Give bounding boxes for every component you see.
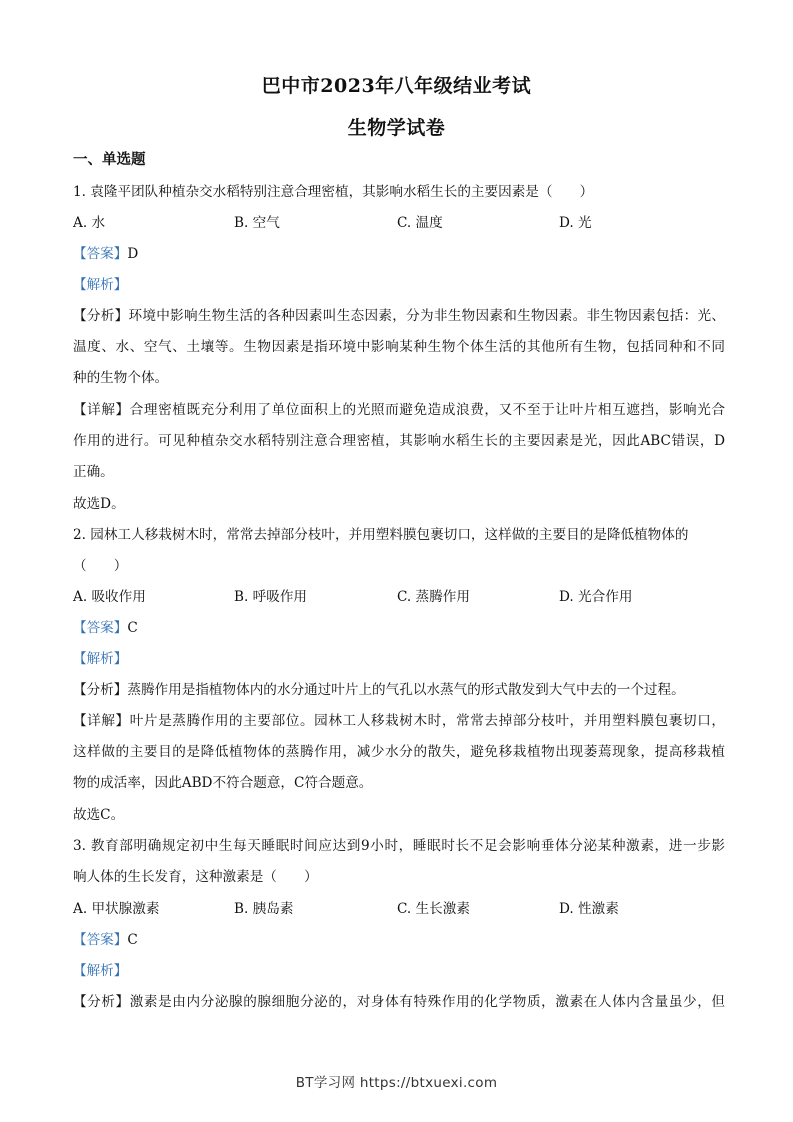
q1-xiangjie-line: 作用的进行。可见种植杂交水稻特别注意合理密植，其影响水稻生长的主要因素是光，因此ABC错误，D	[73, 433, 725, 449]
fenxi-tag: 【分析】	[73, 308, 129, 324]
q1-answer	[73, 244, 725, 264]
q2-conclusion: 故选C。	[73, 807, 125, 823]
q3-answer	[73, 930, 725, 950]
q2-analysis	[73, 649, 725, 669]
q2-xiangjie-line: 物的成活率，因此ABD不符合题意，C符合题意。	[73, 775, 373, 791]
q3-stem: 3. 教育部明确规定初中生每天睡眠时间应达到9小时，睡眠时长不足会影响垂体分泌某种激素，进一步影	[73, 838, 725, 854]
q1-fenxi-line	[73, 306, 725, 326]
q1-option-c: C. 温度	[397, 215, 443, 231]
q3-stem: 响人体的生长发育，这种激素是（ ）	[73, 869, 318, 885]
q1-option-d: D. 光	[559, 215, 592, 231]
q1-fenxi-line: 温度、水、空气、土壤等。生物因素是指环境中影响某种生物个体生活的其他所有生物，包括同种和不同	[73, 339, 725, 355]
q3-analysis	[73, 961, 725, 981]
q1-answer-value: D	[127, 246, 139, 262]
q1-option-a: A. 水	[73, 215, 106, 231]
q2-xiangjie-text: 叶片是蒸腾作用的主要部位。园林工人移栽树木时，常常去掉部分枝叶，并用塑料膜包裹切口，	[129, 713, 725, 729]
q2-stem: （ ）	[73, 558, 128, 574]
q3-answer-value: C	[127, 932, 138, 948]
q3-fenxi-line	[73, 992, 725, 1012]
q2-option-b: B. 呼吸作用	[234, 589, 308, 605]
q1-xiangjie-text: 合理密植既充分利用了单位面积上的光照而避免造成浪费，又不至于让叶片相互遮挡，影响光合	[129, 402, 725, 418]
q2-xiangjie-line: 这样做的主要目的是降低植物体的蒸腾作用，减少水分的散失，避免移栽植物出现萎蔫现象，提高移栽植	[73, 744, 725, 760]
xiangjie-tag: 【详解】	[73, 713, 130, 729]
q2-fenxi-text: 蒸腾作用是指植物体内的水分通过叶片上的气孔以水蒸气的形式散发到大气中去的一个过程。	[127, 682, 685, 698]
q2-answer	[73, 618, 725, 638]
xiangjie-tag: 【详解】	[73, 402, 130, 418]
analysis-tag: 【解析】	[73, 963, 128, 979]
q1-option-b: B. 空气	[234, 215, 280, 231]
q3-option-d: D. 性激素	[559, 901, 619, 917]
q1-fenxi-line: 种的生物个体。	[73, 370, 169, 386]
exam-subtitle: 生物学试卷	[347, 117, 446, 139]
q1-xiangjie-line: 正确。	[73, 464, 114, 480]
q1-stem: 1. 袁隆平团队种植杂交水稻特别注意合理密植，其影响水稻生长的主要因素是（ ）	[73, 184, 594, 200]
analysis-tag: 【解析】	[73, 651, 128, 667]
analysis-tag: 【解析】	[73, 277, 128, 293]
q3-option-a: A. 甲状腺激素	[73, 901, 160, 917]
section-heading: 一、单选题	[73, 151, 146, 168]
q2-option-a: A. 吸收作用	[73, 589, 146, 605]
q3-fenxi-text: 激素是由内分泌腺的腺细胞分泌的，对身体有特殊作用的化学物质，激素在人体内含量虽少，但	[129, 994, 725, 1010]
q2-xiangjie-line	[73, 711, 725, 731]
fenxi-tag: 【分析】	[73, 994, 130, 1010]
fenxi-tag: 【分析】	[73, 682, 128, 698]
q2-answer-value: C	[127, 620, 138, 636]
q1-fenxi-text: 环境中影响生物生活的各种因素叫生态因素，分为非生物因素和生物因素。非生物因素包括：光、	[128, 308, 725, 324]
q3-option-b: B. 胰岛素	[234, 901, 294, 917]
q2-fenxi-line	[73, 680, 725, 700]
q2-stem: 2. 园林工人移栽树木时，常常去掉部分枝叶，并用塑料膜包裹切口，这样做的主要目的是降低植物体的	[73, 527, 689, 543]
q3-option-c: C. 生长激素	[397, 901, 470, 917]
q1-conclusion: 故选D。	[73, 496, 125, 512]
q1-xiangjie-line	[73, 400, 725, 420]
q2-option-d: D. 光合作用	[559, 589, 633, 605]
q2-option-c: C. 蒸腾作用	[397, 589, 470, 605]
footer-watermark: BT学习网 https://btxuexi.com	[295, 1075, 498, 1091]
answer-tag: 【答案】	[73, 932, 128, 948]
answer-tag: 【答案】	[73, 620, 128, 636]
exam-title: 巴中市2023年八年级结业考试	[261, 75, 532, 97]
answer-tag: 【答案】	[73, 246, 128, 262]
q1-analysis	[73, 275, 725, 295]
